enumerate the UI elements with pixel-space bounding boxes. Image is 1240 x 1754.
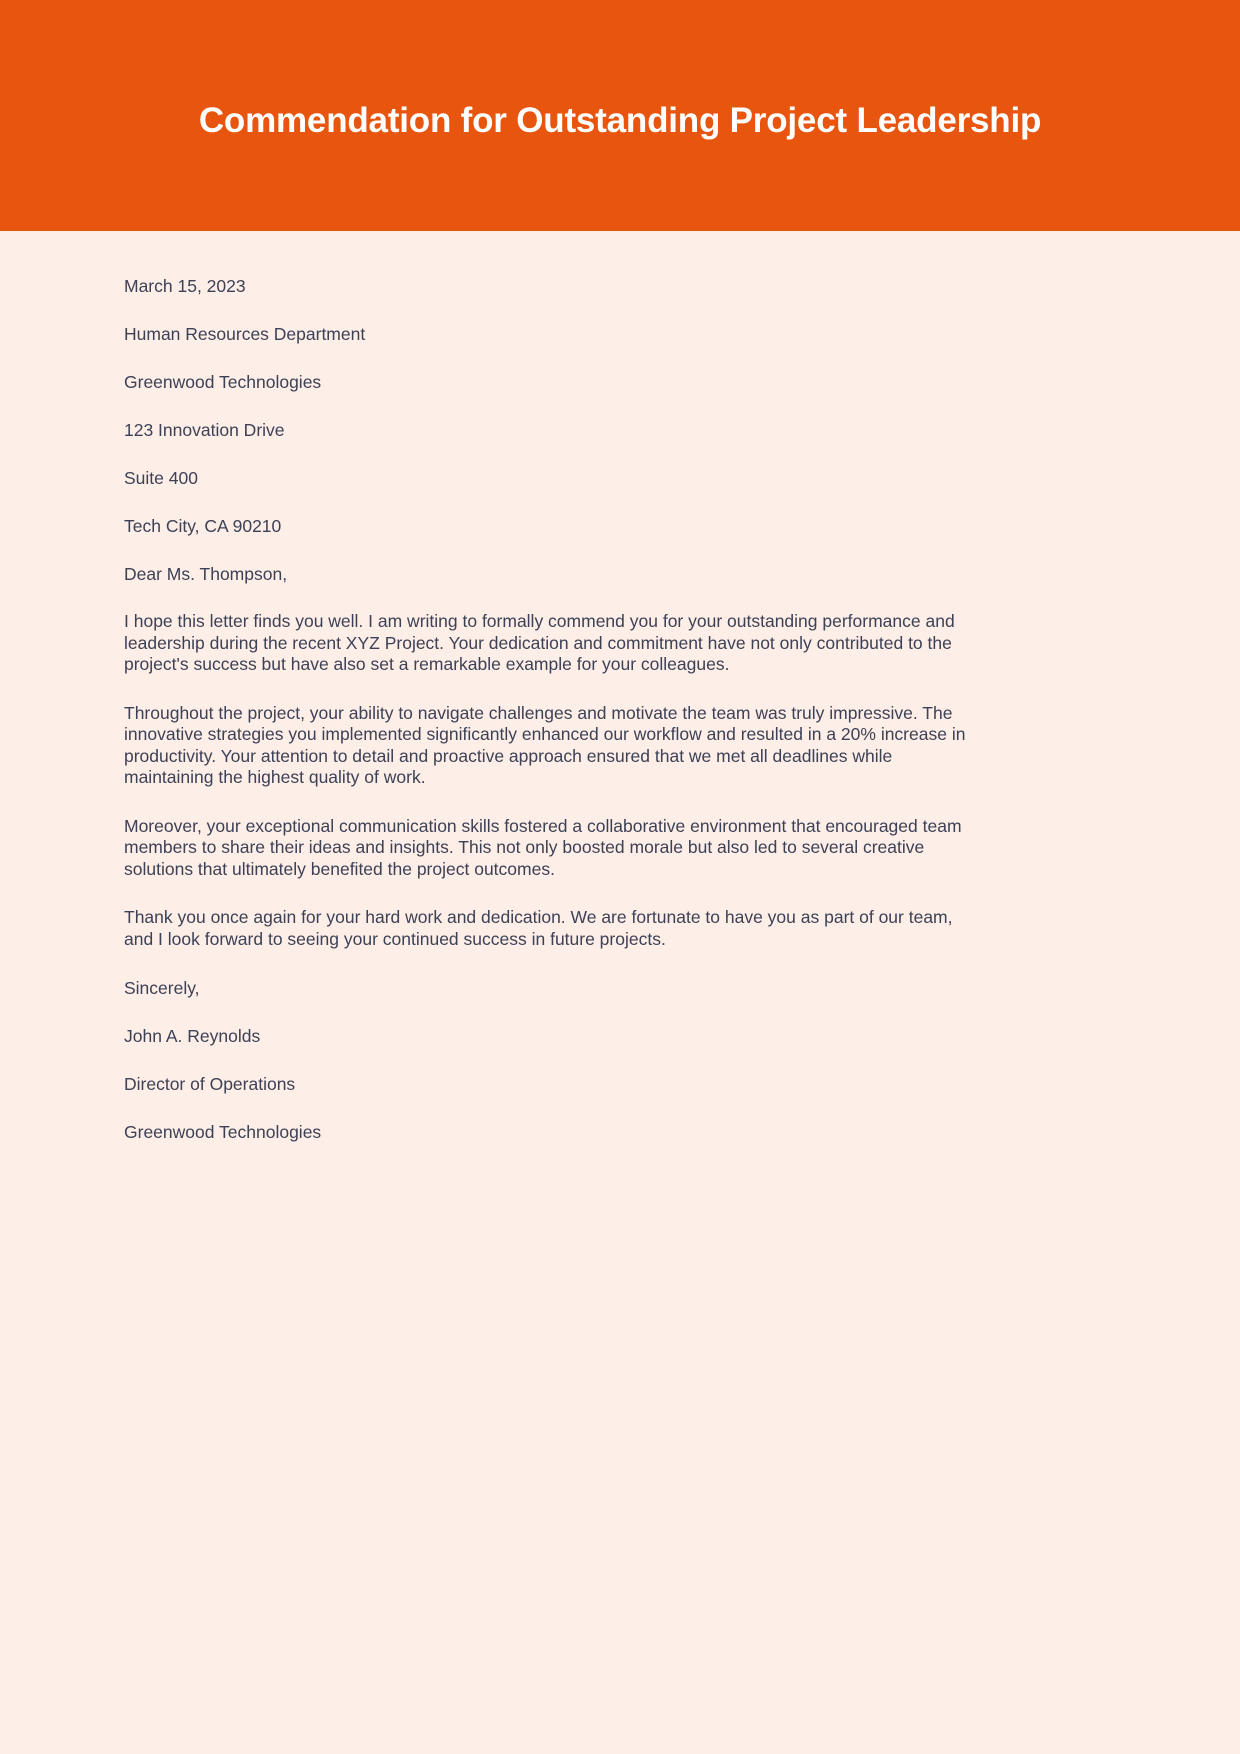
recipient-address-line-5: Tech City, CA 90210 xyxy=(124,516,282,536)
letter-date: March 15, 2023 xyxy=(124,276,246,296)
letter-body xyxy=(0,231,1240,1169)
closing-salutation: Sincerely, xyxy=(124,978,200,998)
recipient-address-line-1: Human Resources Department xyxy=(124,324,366,344)
header-banner xyxy=(0,0,1240,231)
body-paragraph-2: Throughout the project, your ability to navigate challenges and motivate the team was truly impressive. The innovative strategies you implemented significantly enhanced our workflow and resulted in a 20% increase in productivity. Your attention to detail and proactive approach ensured that we met all deadlines while maintaining the highest quality of work. xyxy=(124,702,966,787)
body-paragraph-1: I hope this letter finds you well. I am writing to formally commend you for your outstanding performance and leadership during the recent XYZ Project. Your dedication and commitment have not only contributed to the project's success but have also set a remarkable example for your colleagues. xyxy=(124,611,955,674)
page-title: Commendation for Outstanding Project Leadership xyxy=(198,101,1042,140)
body-paragraph-3: Moreover, your exceptional communication skills fostered a collaborative environment that encouraged team members to share their ideas and insights. This not only boosted morale but also led to several creative solutions that ultimately benefited the project outcomes. xyxy=(124,815,962,879)
salutation: Dear Ms. Thompson, xyxy=(124,564,288,584)
signature-company: Greenwood Technologies xyxy=(124,1122,322,1142)
signature-name: John A. Reynolds xyxy=(124,1026,261,1046)
recipient-address-line-4: Suite 400 xyxy=(124,468,198,488)
recipient-address-line-2: Greenwood Technologies xyxy=(124,372,322,392)
body-paragraph-4: Thank you once again for your hard work and dedication. We are fortunate to have you as part of our team, and I look forward to seeing your continued success in future projects. xyxy=(124,907,953,949)
signature-title: Director of Operations xyxy=(124,1074,296,1094)
recipient-address-line-3: 123 Innovation Drive xyxy=(124,420,285,440)
